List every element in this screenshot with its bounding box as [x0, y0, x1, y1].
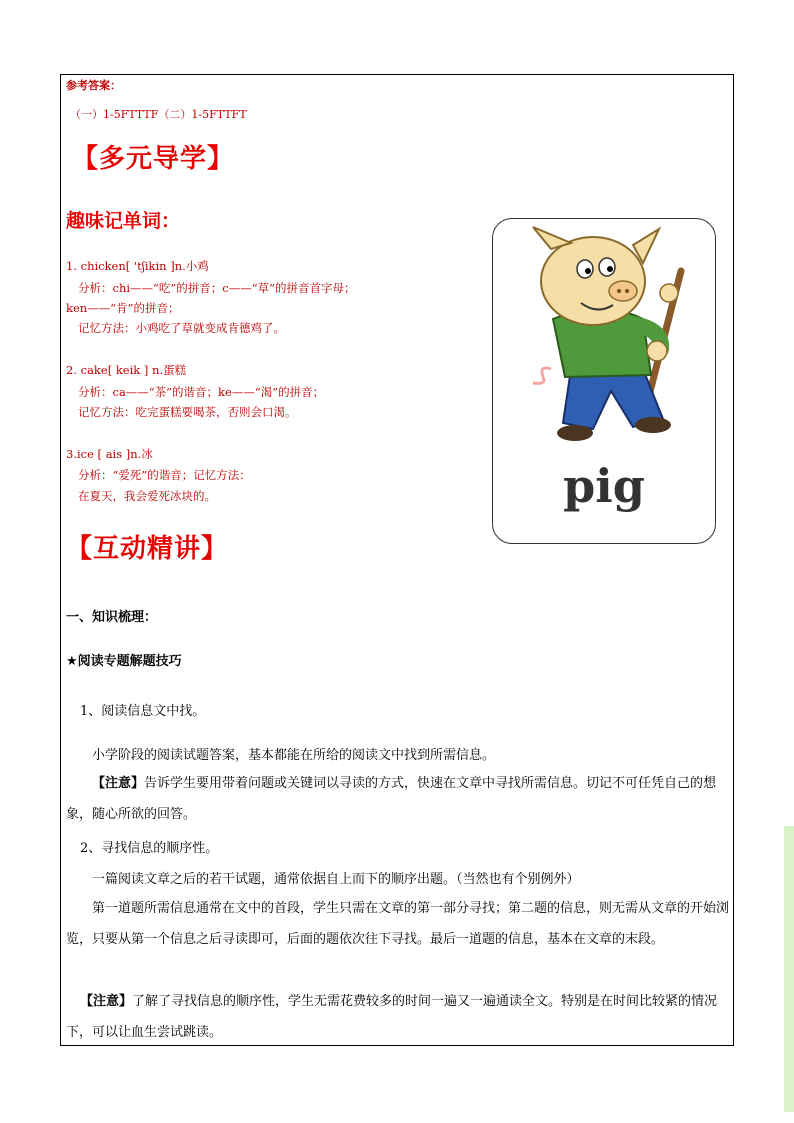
vocab-analysis: 分析：ca——“茶”的谐音；ke——“渴”的拼音；	[78, 385, 325, 399]
heading-multi-guide: 【多元导学】	[72, 144, 235, 174]
point-1-heading: 1、阅读信息文中找。	[80, 704, 206, 719]
note-text: 了解了寻找信息的顺序性，学生无需花费较多的时间一遍又一遍通读全文。特别是在时间比较紧的情况下，可以让血生尝试跳读。	[66, 994, 718, 1040]
note-tag: 【注意】	[92, 776, 145, 791]
vocab-memory: 记忆方法：吃完蛋糕要喝茶，否则会口渴。	[78, 405, 297, 419]
section-title: 一、知识梳理：	[66, 610, 158, 625]
vocab-analysis-cont: ken——“肯”的拼音；	[66, 301, 180, 315]
paragraph: 第一道题所需信息通常在文中的首段，学生只需在文章的第一部分寻找；第二题的信息，则无需从文章的开始浏览，只要从第一个信息之后寻读即可，后面的题依次往下寻找。最后一道题的信息，基本在文章的末段。	[66, 901, 730, 947]
vocab-analysis: 分析：“爱死”的谐音；记忆方法：	[78, 468, 251, 482]
reference-answer-label: 参考答案：	[66, 79, 121, 92]
vocab-analysis: 分析：chi——“吃”的拼音；c——“草”的拼音首字母；	[78, 281, 356, 295]
vocab-memory: 在夏天，我会爱死冰块的。	[78, 489, 216, 503]
vocab-word-chicken: 1. chicken[ 'tʃikin ]n.小鸡	[66, 259, 209, 273]
note-text: 告诉学生要用带着问题或关键词以寻读的方式，快速在文章中寻找所需信息。切记不可任凭自己的想象，随心所欲的回答。	[66, 776, 717, 822]
section-subtitle: ★阅读专题解题技巧	[66, 654, 182, 669]
vocab-word-cake: 2. cake[ keik ] n.蛋糕	[66, 363, 187, 377]
note-paragraph	[66, 768, 730, 830]
reference-answers: （一）1-5FTTTF（二）1-5FTTFT	[70, 108, 247, 121]
heading-interactive-lecture: 【互动精讲】	[66, 534, 229, 564]
vocab-memory: 记忆方法：小鸡吃了草就变成肯德鸡了。	[78, 321, 285, 335]
pig-cartoon-icon	[493, 219, 715, 459]
pig-flashcard	[492, 218, 716, 544]
flashcard-word: pig	[563, 459, 645, 513]
paragraph: 一篇阅读文章之后的若干试题，通常依据自上而下的顺序出题。（当然也有个别例外）	[92, 872, 580, 887]
side-tab	[784, 826, 794, 1112]
note-paragraph	[66, 986, 730, 1048]
paragraph: 小学阶段的阅读试题答案，基本都能在所给的阅读文中找到所需信息。	[92, 748, 496, 763]
point-2-heading: 2、寻找信息的顺序性。	[80, 841, 219, 856]
vocab-title: 趣味记单词：	[66, 210, 181, 232]
note-tag: 【注意】	[80, 994, 133, 1009]
vocab-word-ice: 3.ice [ ais ]n.冰	[66, 447, 153, 461]
